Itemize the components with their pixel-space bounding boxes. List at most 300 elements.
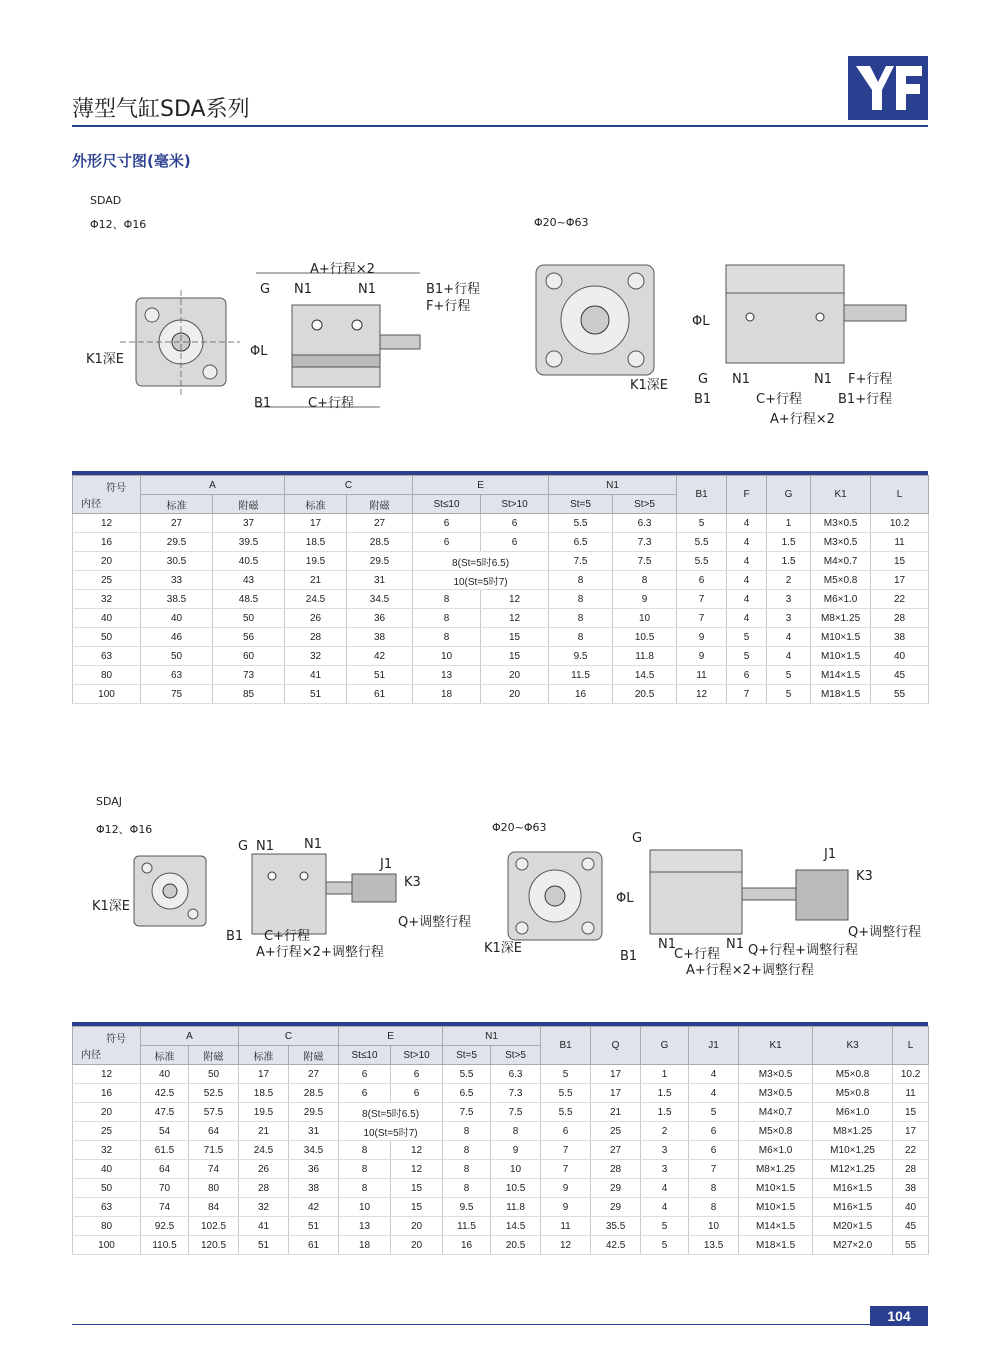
table-cell: M10×1.5 <box>739 1179 813 1198</box>
table-cell: 80 <box>73 666 141 685</box>
table-cell: 61 <box>289 1236 339 1255</box>
table-row <box>73 609 929 628</box>
table-cell: 16 <box>73 1084 141 1103</box>
table-cell: 5 <box>641 1236 689 1255</box>
sdaj-b1-label: B1 <box>226 929 244 944</box>
table-cell: 5 <box>767 685 811 704</box>
table-cell: 41 <box>285 666 347 685</box>
table-cell: 8 <box>549 590 613 609</box>
table-cell: M14×1.5 <box>739 1217 813 1236</box>
table-cell: M6×1.0 <box>739 1141 813 1160</box>
text-label: Q <box>591 1027 641 1065</box>
table-cell: 7.5 <box>443 1103 491 1122</box>
sdad-n1-label: N1 <box>294 282 312 297</box>
table-cell: 5 <box>677 514 727 533</box>
table-cell: 8 <box>413 609 481 628</box>
text-label: J1 <box>689 1027 739 1065</box>
table-cell: M10×1.5 <box>739 1198 813 1217</box>
table-cell: 36 <box>347 609 413 628</box>
sdad-b1-label: B1 <box>254 396 272 411</box>
text-label: N1 <box>358 282 376 297</box>
table-row <box>73 590 929 609</box>
table-cell: 22 <box>871 590 929 609</box>
text-label: A <box>141 476 285 495</box>
table-cell: M8×1.25 <box>813 1122 893 1141</box>
table-cell: 18.5 <box>239 1084 289 1103</box>
page-title: 薄型气缸SDA系列 <box>72 97 250 122</box>
table-cell: 28 <box>591 1160 641 1179</box>
table-cell: 7 <box>727 685 767 704</box>
table-cell: M5×0.8 <box>813 1065 893 1084</box>
table-cell: 2 <box>767 571 811 590</box>
table-row <box>73 552 929 571</box>
table-cell: 60 <box>213 647 285 666</box>
table-cell: 15 <box>893 1103 929 1122</box>
table-cell: 29.5 <box>347 552 413 571</box>
sdad-k1e-label: K1深E <box>86 352 125 367</box>
sdad-label: SDAD <box>90 194 122 207</box>
table-cell: 100 <box>73 1236 141 1255</box>
table-cell: 16 <box>73 533 141 552</box>
table-cell: 54 <box>141 1122 189 1141</box>
table-cell: 20 <box>481 685 549 704</box>
table-cell: 21 <box>285 571 347 590</box>
table-cell: 63 <box>73 647 141 666</box>
table-cell: 6 <box>391 1084 443 1103</box>
table-cell: M3×0.5 <box>739 1065 813 1084</box>
table-cell: 10 <box>339 1198 391 1217</box>
table-cell: 8 <box>413 590 481 609</box>
table-cell: 12 <box>677 685 727 704</box>
table-cell: 27 <box>289 1065 339 1084</box>
text-label: F+行程 <box>848 372 893 387</box>
table-cell: 4 <box>689 1084 739 1103</box>
table-row <box>73 571 929 590</box>
table-cell: M6×1.0 <box>813 1103 893 1122</box>
table-cell: 7.5 <box>549 552 613 571</box>
table-cell: 50 <box>213 609 285 628</box>
table-cell: 8 <box>549 609 613 628</box>
table-cell: 110.5 <box>141 1236 189 1255</box>
table-cell: 6 <box>481 514 549 533</box>
table-row <box>73 1236 929 1255</box>
table-cell: 10.5 <box>491 1179 541 1198</box>
table-cell: 28 <box>239 1179 289 1198</box>
table-cell: 7 <box>677 590 727 609</box>
table-cell: 56 <box>213 628 285 647</box>
table-cell: 25 <box>591 1122 641 1141</box>
table-cell: 2 <box>641 1122 689 1141</box>
table-cell: M5×0.8 <box>811 571 871 590</box>
table-cell: 38.5 <box>141 590 213 609</box>
table-cell: 7 <box>541 1160 591 1179</box>
table-cell: 6.3 <box>491 1065 541 1084</box>
table-cell: 75 <box>141 685 213 704</box>
table-cell: 71.5 <box>189 1141 239 1160</box>
table-cell: 45 <box>871 666 929 685</box>
table-cell: 8 <box>443 1141 491 1160</box>
table-cell: 40 <box>893 1198 929 1217</box>
sdad-small-front-view <box>86 290 240 395</box>
table-cell: 28.5 <box>347 533 413 552</box>
table-cell: 24.5 <box>285 590 347 609</box>
sdad-f-stroke-label: F+行程 <box>426 299 471 314</box>
table-cell: 31 <box>289 1122 339 1141</box>
table-cell: 1 <box>767 514 811 533</box>
table-cell: 50 <box>73 628 141 647</box>
table-cell: 1.5 <box>641 1103 689 1122</box>
table-cell: 4 <box>727 514 767 533</box>
table-cell: M3×0.5 <box>739 1084 813 1103</box>
text-label: St=5 <box>549 495 613 514</box>
table-cell: 6 <box>481 533 549 552</box>
table-cell: 4 <box>727 533 767 552</box>
table-cell: 29 <box>591 1198 641 1217</box>
table-cell: 8 <box>413 628 481 647</box>
table-cell: 18.5 <box>285 533 347 552</box>
table-cell: 8 <box>443 1179 491 1198</box>
table-cell: 7 <box>541 1141 591 1160</box>
text-label: ΦL <box>692 314 710 329</box>
table-cell: 51 <box>289 1217 339 1236</box>
table-cell: 50 <box>73 1179 141 1198</box>
text-label: G <box>767 476 811 514</box>
table-cell: 7.5 <box>613 552 677 571</box>
table-cell: 11 <box>871 533 929 552</box>
text-label: B1+行程 <box>838 392 893 407</box>
table-cell: 9.5 <box>443 1198 491 1217</box>
table-cell: 32 <box>73 1141 141 1160</box>
table-cell: 20 <box>73 552 141 571</box>
table-cell: 8(St=5时6.5) <box>413 552 549 571</box>
table-cell: M16×1.5 <box>813 1198 893 1217</box>
text-label: F <box>727 476 767 514</box>
table-cell: 4 <box>641 1198 689 1217</box>
yf-logo <box>848 56 928 120</box>
table-cell: 1 <box>641 1065 689 1084</box>
table-cell: M10×1.5 <box>811 647 871 666</box>
table-cell: 8 <box>339 1141 391 1160</box>
table-cell: 14.5 <box>491 1217 541 1236</box>
text-label: G <box>641 1027 689 1065</box>
sdaj-drawings <box>80 830 940 980</box>
table-cell: 40.5 <box>213 552 285 571</box>
table-cell: 9 <box>491 1141 541 1160</box>
table-cell: 28 <box>893 1160 929 1179</box>
sdad-a-stroke-label: A+行程×2 <box>310 262 375 277</box>
text-label: A <box>141 1027 239 1046</box>
table-cell: 11.8 <box>491 1198 541 1217</box>
text-label: L <box>871 476 929 514</box>
table-cell: 47.5 <box>141 1103 189 1122</box>
table-cell: 20.5 <box>491 1236 541 1255</box>
table-cell: 4 <box>767 628 811 647</box>
table-cell: 21 <box>239 1122 289 1141</box>
table-cell: 30.5 <box>141 552 213 571</box>
text-label: 附磁 <box>289 1046 339 1065</box>
table-cell: 15 <box>481 647 549 666</box>
text-label: St>10 <box>391 1046 443 1065</box>
table-cell: 12 <box>541 1236 591 1255</box>
table-cell: 6 <box>689 1141 739 1160</box>
text-label: B1 <box>620 949 638 964</box>
table-row <box>73 1160 929 1179</box>
table-cell: 10.2 <box>893 1065 929 1084</box>
table-cell: 12 <box>391 1141 443 1160</box>
table-cell: 120.5 <box>189 1236 239 1255</box>
table-cell: 4 <box>641 1179 689 1198</box>
table-cell: 8 <box>491 1122 541 1141</box>
table-cell: M20×1.5 <box>813 1217 893 1236</box>
table-cell: 11.8 <box>613 647 677 666</box>
text-label: G <box>632 831 643 846</box>
sdaj-small-front-view <box>92 856 206 926</box>
table-cell: 40 <box>73 609 141 628</box>
table-cell: 9.5 <box>549 647 613 666</box>
table-row <box>73 1084 929 1103</box>
table-cell: 27 <box>347 514 413 533</box>
sdad-g-label: G <box>260 282 271 297</box>
table-cell: 27 <box>141 514 213 533</box>
table-cell: 26 <box>239 1160 289 1179</box>
text-label: A+行程×2 <box>770 412 835 427</box>
table-cell: 15 <box>391 1179 443 1198</box>
table-cell: 6.5 <box>549 533 613 552</box>
table-cell: 4 <box>727 552 767 571</box>
table-cell: 8 <box>613 571 677 590</box>
table-cell: 5 <box>541 1065 591 1084</box>
table-cell: M4×0.7 <box>811 552 871 571</box>
sdaj-k1e-label: K1深E <box>92 899 131 914</box>
table-cell: 12 <box>481 590 549 609</box>
table-cell: 64 <box>189 1122 239 1141</box>
table-cell: 11 <box>541 1217 591 1236</box>
table-cell: M18×1.5 <box>739 1236 813 1255</box>
text-label: A+行程×2+调整行程 <box>686 963 814 978</box>
table-cell: 8 <box>339 1179 391 1198</box>
table-cell: 38 <box>871 628 929 647</box>
table-cell: M5×0.8 <box>739 1122 813 1141</box>
sdad-large-bore: Φ20~Φ63 <box>534 216 589 229</box>
sdaj-g-label: G <box>238 839 249 854</box>
table-cell: 50 <box>141 647 213 666</box>
table-row <box>73 1141 929 1160</box>
table-cell: 37 <box>213 514 285 533</box>
sdaj-q-stroke-adj-label: Q+行程+调整行程 <box>748 943 859 958</box>
sdad-small-bore: Φ12、Φ16 <box>90 218 147 231</box>
table-cell: 5 <box>689 1103 739 1122</box>
table-cell: 20 <box>391 1236 443 1255</box>
table-cell: 14.5 <box>613 666 677 685</box>
table-cell: 13.5 <box>689 1236 739 1255</box>
table-cell: 11.5 <box>549 666 613 685</box>
table-cell: 42.5 <box>591 1236 641 1255</box>
table-cell: 10(St=5时7) <box>413 571 549 590</box>
table-cell: 18 <box>339 1236 391 1255</box>
sdaj-q-adj-label: Q+调整行程 <box>398 915 472 930</box>
sdaj-small-bore: Φ12、Φ16 <box>96 823 153 836</box>
table-cell: 15 <box>481 628 549 647</box>
table-cell: 7.3 <box>491 1084 541 1103</box>
table-cell: 5.5 <box>677 533 727 552</box>
table-cell: 63 <box>141 666 213 685</box>
table-row <box>73 1198 929 1217</box>
table-cell: 42 <box>347 647 413 666</box>
table-cell: 9 <box>677 647 727 666</box>
text-label: 附磁 <box>189 1046 239 1065</box>
table-cell: 48.5 <box>213 590 285 609</box>
table-cell: 5 <box>767 666 811 685</box>
table-cell: M10×1.5 <box>811 628 871 647</box>
table-cell: M16×1.5 <box>813 1179 893 1198</box>
table-cell: 18 <box>413 685 481 704</box>
table-cell: 20 <box>391 1217 443 1236</box>
table-cell: 38 <box>347 628 413 647</box>
table-cell: 10.2 <box>871 514 929 533</box>
text-label: N1 <box>443 1027 541 1046</box>
sdaj-c-stroke-label: C+行程 <box>264 929 310 944</box>
header-rule <box>72 125 928 127</box>
text-label: 符号 <box>106 1034 126 1045</box>
table-cell: M6×1.0 <box>811 590 871 609</box>
table-cell: M8×1.25 <box>739 1160 813 1179</box>
table-cell: M27×2.0 <box>813 1236 893 1255</box>
table-cell: 9 <box>541 1179 591 1198</box>
table-cell: 17 <box>871 571 929 590</box>
table-cell: 5 <box>727 647 767 666</box>
table-cell: 40 <box>73 1160 141 1179</box>
text-label: St>5 <box>491 1046 541 1065</box>
text-label: N1 <box>304 837 322 852</box>
table-cell: 6 <box>727 666 767 685</box>
sdad-small-side-view <box>250 262 480 411</box>
table-cell: 42 <box>289 1198 339 1217</box>
table-cell: 74 <box>141 1198 189 1217</box>
table-cell: 73 <box>213 666 285 685</box>
text-label: St≤10 <box>413 495 481 514</box>
table-cell: 32 <box>285 647 347 666</box>
table-cell: 32 <box>73 590 141 609</box>
text-label: N1 <box>732 372 750 387</box>
table-cell: 10 <box>689 1217 739 1236</box>
text-label: St>10 <box>481 495 549 514</box>
text-label: C+行程 <box>674 947 720 962</box>
table-cell: 4 <box>689 1065 739 1084</box>
corner-cell <box>73 1027 141 1065</box>
table-cell: 10.5 <box>613 628 677 647</box>
text-label: St>5 <box>613 495 677 514</box>
text-label: K1 <box>811 476 871 514</box>
table-row <box>73 1103 929 1122</box>
table-cell: M8×1.25 <box>811 609 871 628</box>
table-cell: 39.5 <box>213 533 285 552</box>
table-cell: M12×1.25 <box>813 1160 893 1179</box>
table-cell: 17 <box>591 1084 641 1103</box>
table-cell: 1.5 <box>767 552 811 571</box>
table-cell: 26 <box>285 609 347 628</box>
table-cell: 24.5 <box>239 1141 289 1160</box>
table-cell: 52.5 <box>189 1084 239 1103</box>
table-cell: 8 <box>549 628 613 647</box>
table-cell: 51 <box>239 1236 289 1255</box>
sdaj-small-side-view <box>226 837 471 960</box>
table-row <box>73 1122 929 1141</box>
table-cell: 21 <box>591 1103 641 1122</box>
table-cell: 15 <box>391 1198 443 1217</box>
table-cell: 80 <box>189 1179 239 1198</box>
table-cell: 4 <box>767 647 811 666</box>
text-label: 内径 <box>81 1050 101 1061</box>
table-cell: 12 <box>481 609 549 628</box>
table-cell: 5.5 <box>677 552 727 571</box>
text-label: B1 <box>541 1027 591 1065</box>
table-cell: 12 <box>391 1160 443 1179</box>
sdad-large-side-view <box>692 265 906 427</box>
table-cell: 17 <box>893 1122 929 1141</box>
text-label: 内径 <box>81 499 101 510</box>
text-label: K3 <box>813 1027 893 1065</box>
table-cell: 9 <box>677 628 727 647</box>
table-cell: 10 <box>413 647 481 666</box>
page-number: 104 <box>870 1306 928 1326</box>
table-cell: 34.5 <box>289 1141 339 1160</box>
text-label: N1 <box>814 372 832 387</box>
table-cell: 33 <box>141 571 213 590</box>
table-row <box>73 647 929 666</box>
table-cell: 19.5 <box>239 1103 289 1122</box>
text-label: J1 <box>824 847 837 862</box>
table-cell: 12 <box>73 514 141 533</box>
table-cell: 20 <box>73 1103 141 1122</box>
table-cell: 29.5 <box>289 1103 339 1122</box>
table-cell: 22 <box>893 1141 929 1160</box>
table-cell: 28.5 <box>289 1084 339 1103</box>
table-cell: 19.5 <box>285 552 347 571</box>
table-cell: 6 <box>677 571 727 590</box>
table-cell: 57.5 <box>189 1103 239 1122</box>
table-cell: 28 <box>871 609 929 628</box>
table-cell: M5×0.8 <box>813 1084 893 1103</box>
text-label: K1 <box>739 1027 813 1065</box>
table-cell: 8 <box>689 1179 739 1198</box>
table-cell: 10(St=5时7) <box>339 1122 443 1141</box>
table-cell: 43 <box>213 571 285 590</box>
table-cell: 6 <box>339 1065 391 1084</box>
text-label: 标准 <box>239 1046 289 1065</box>
table-cell: 8 <box>549 571 613 590</box>
corner-cell <box>73 476 141 514</box>
table-cell: 55 <box>893 1236 929 1255</box>
section-heading: 外形尺寸图(毫米) <box>72 152 191 170</box>
table-cell: M3×0.5 <box>811 533 871 552</box>
sdaj-a-stroke-adj-label: A+行程×2+调整行程 <box>256 945 384 960</box>
table-cell: 38 <box>289 1179 339 1198</box>
table-row <box>73 514 929 533</box>
table-row <box>73 1179 929 1198</box>
table-cell: 28 <box>285 628 347 647</box>
table-cell: 5 <box>641 1217 689 1236</box>
table-cell: 5.5 <box>541 1084 591 1103</box>
text-label: 附磁 <box>347 495 413 514</box>
table-cell: 84 <box>189 1198 239 1217</box>
table-row <box>73 1065 929 1084</box>
table-cell: 80 <box>73 1217 141 1236</box>
table-cell: 29 <box>591 1179 641 1198</box>
table-cell: 8 <box>689 1198 739 1217</box>
table-cell: 6 <box>413 514 481 533</box>
table-cell: 16 <box>549 685 613 704</box>
table-cell: 6.3 <box>613 514 677 533</box>
